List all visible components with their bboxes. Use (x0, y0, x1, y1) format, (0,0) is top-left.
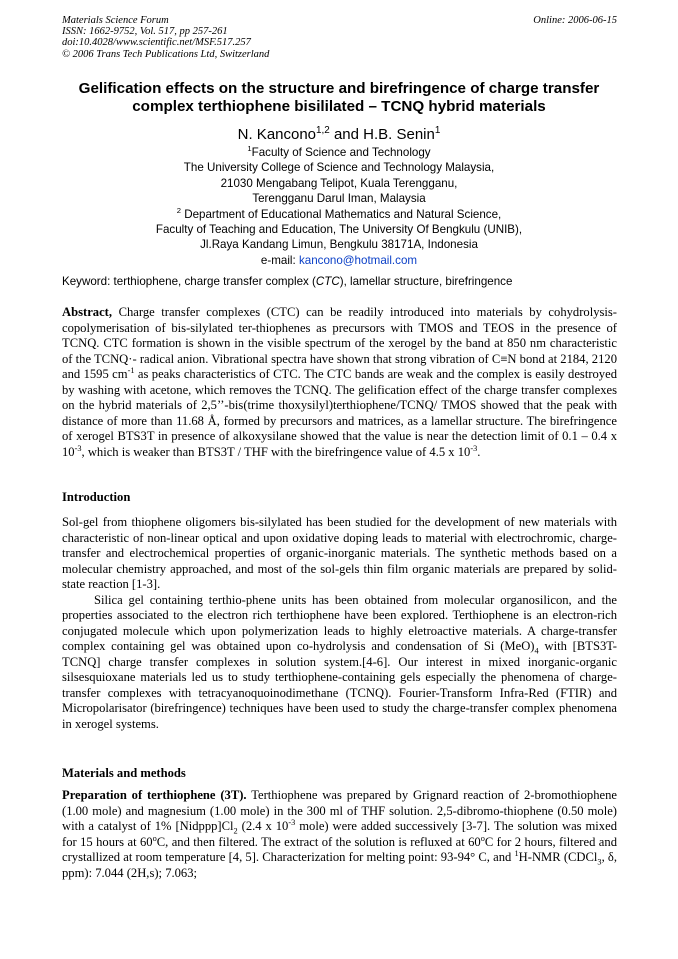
methods-text-7: , δ, ppm): 7.044 (2H,s); 7.063; (62, 850, 617, 880)
methods-sup-4: 1 (514, 848, 519, 858)
paper-title (40, 80, 638, 115)
intro-heading: Introduction (62, 490, 131, 504)
methods-text-3: mole) were added successively [3-7]. The solution was mixed for 15 hours at 60 (62, 819, 617, 849)
copyright-line: © 2006 Trans Tech Publications Ltd, Switzerland (62, 48, 270, 60)
abstract-text-2: as peaks characteristics of CTC. The CTC bands are weak and the complex is easily destroyed by washing with acetone, which removes the TCNQ. The gelification effect of the charge transfer complexes on the hybrid materials of 2,5’’-bis(trime thoxysilyl)terthiophene/TCNQ/ TMOS showed that the peak with distance of more than 11.68 Å, formed by precursors and matrices, as a lamellar structure. The birefringence of xerogel BTS3T in presence of alkoxysilane showed that the value is near the detection limit of 0.1 – 0.4 x 10 (62, 367, 617, 459)
keywords-text-a: Keyword: terthiophene, charge transfer complex ( (62, 275, 316, 288)
abstract-sup-1: -1 (127, 365, 135, 375)
methods-section (62, 788, 617, 881)
journal-header (62, 15, 617, 60)
abstract-text-3: , which is weaker than BTS3T / THF with the birefringence value of 4.5 x 10 (81, 444, 471, 459)
aff2-mark: 2 (176, 205, 181, 215)
email-label: e-mail: (260, 253, 296, 267)
aff1-line-3: 21030 Mengabang Telipot, Kuala Terengganu, (220, 176, 458, 190)
intro-p2-a: Silica gel containing terthio-phene units has been obtained from molecular organosilicon, and the properties associated to the electron rich terthiophene have been explored. Terthiophene is an electron-rich conjugated molecule which upon polymerization leads to highly eletroactive materials. A charge-transfer complex containing gel was obtained upon co-hydrolysis and condensation of Si (MeO) (62, 592, 617, 653)
online-date: Online: 2006-06-15 (533, 15, 617, 26)
methods-sup-3: o (480, 833, 485, 843)
title-line-2: complex terthiophene bisililated – TCNQ hybrid materials (132, 97, 546, 115)
methods-text-5: C for 2 hours, filtered and crystallized at room temperature [4, 5]. Characterization for melting point: 93-94° C, and (62, 834, 617, 864)
intro-paragraph-2 (62, 593, 617, 733)
methods-sub-1: 2 (233, 826, 238, 836)
methods-text-2: (2.4 x 10 (237, 819, 289, 833)
aff1-line-4: Terengganu Darul Iman, Malaysia (252, 192, 426, 206)
journal-name: Materials Science Forum (62, 15, 169, 26)
aff1-mark: 1 (247, 144, 252, 154)
affiliations (40, 145, 638, 268)
abstract-sup-2: -3 (74, 443, 82, 453)
title-line-1: Gelification effects on the structure and birefringence of charge transfer (78, 80, 600, 97)
methods-text-6: H-NMR (CDCl (518, 850, 598, 864)
keywords-text-b: ), lamellar structure, birefringence (339, 275, 513, 288)
abstract-sup-3: -3 (470, 443, 478, 453)
methods-heading: Materials and methods (62, 766, 186, 780)
intro-p2-sub: 4 (534, 646, 539, 656)
aff2-line-1: Department of Educational Mathematics and Natural Science, (184, 207, 502, 221)
aff2-line-3: Jl.Raya Kandang Limun, Bengkulu 38171A, Indonesia (200, 238, 478, 252)
aff1-line-2: The University College of Science and Technology Malaysia, (183, 161, 495, 175)
author-and: and (333, 126, 359, 143)
methods-sub-2: 3 (597, 857, 602, 867)
author-list (40, 126, 638, 143)
methods-sup-1: -3 (288, 817, 296, 827)
methods-label: Preparation of terthiophene (3T). (62, 788, 247, 802)
intro-p2-b: with [BTS3T-TCNQ] charge transfer complexes in solution system.[4-6]. Our interest in mixed inorganic-organic silsesquioxane materials led us to study terthiophene-containing gels especially the phenomena of charge-transfer complexes with tetracyanoquoinodimethane (TCNQ). Fourier-Transform Infra-Red (FTIR) and Micropolarisator (birefringence) techniques have been used to study the charge-transfer complex phenomena in xerogel systems. (62, 639, 617, 731)
methods-text-1: Terthiophene was prepared by Grignard reaction of 2-bromothiophene (1.00 mole) and magnesium (1.00 mole) in the 300 ml of THF solution. 2,5-dibromo-thiophene (0.50 mole) with a catalyst of 1% [Nidppp]Cl (62, 788, 617, 833)
abstract-text-1: Charge transfer complexes (CTC) can be readily introduced into materials by cohydrolysis-copolymerisation of bis-silylated ter-thiophenes as precursors with TMOS and TEOS in the presence of TCNQ. CTC formation is shown in the visible spectrum of the xerogel by the band at 850 nm characteristic of the TCNQ·- radical anion. Vibrational spectra have shown that strong vibration of C≡N bond at 2184, 2120 and 1595 cm (62, 305, 617, 381)
intro-paragraph-1: Sol-gel from thiophene oligomers bis-silylated has been studied for the development of new materials with characteristic of non-linear optical and upon oxidative doping leads to material with electrochromic, charge-transfer and electrochemical properties of organic-inorganic materials. The synthetic methods based on a molecular chemistry approached, and most of the sol-gels thin film organic materials are prepared by solid-state reaction [1-3]. (62, 515, 617, 591)
methods-sup-2: o (152, 833, 157, 843)
abstract (62, 305, 617, 460)
aff2-line-2: Faculty of Teaching and Education, The University Of Bengkulu (UNIB), (155, 223, 523, 237)
keywords-ctc: CTC (315, 275, 340, 288)
issn-line: ISSN: 1662-9752, Vol. 517, pp 257-261 (62, 26, 228, 38)
email-link[interactable]: kancono@hotmail.com (298, 253, 418, 267)
methods-text-4: C, and then filtered. The extract of the solution is refluxed at 60 (156, 834, 481, 849)
author-2: H.B. Senin (363, 126, 435, 143)
intro-section (62, 515, 617, 732)
author-2-affil: 1 (434, 125, 441, 136)
keywords (62, 275, 617, 289)
doi-line: doi:10.4028/www.scientific.net/MSF.517.257 (62, 37, 251, 49)
author-1: N. Kancono (237, 126, 317, 143)
abstract-text-4: . (477, 444, 481, 459)
author-1-affil: 1,2 (316, 125, 330, 136)
abstract-label: Abstract, (62, 305, 113, 319)
aff1-line-1: Faculty of Science and Technology (251, 146, 431, 159)
